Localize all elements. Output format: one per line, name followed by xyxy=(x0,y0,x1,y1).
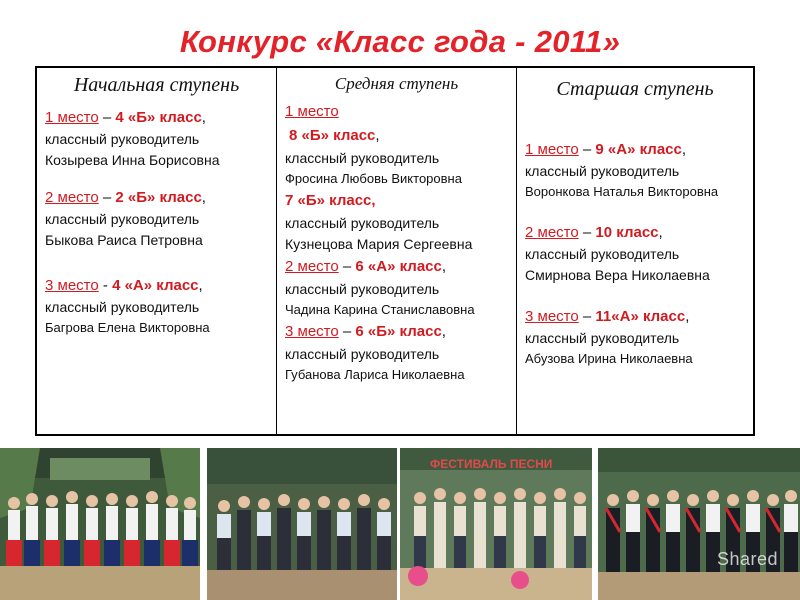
banner-text: ФЕСТИВАЛЬ ПЕСНИ xyxy=(430,457,553,471)
photo-strip xyxy=(0,448,800,600)
place-line xyxy=(45,187,268,209)
place-label: 3 место xyxy=(525,308,579,325)
place-label: 3 место xyxy=(285,323,339,340)
place-label: 2 место xyxy=(45,189,99,206)
dash: – xyxy=(578,308,596,325)
list-item xyxy=(525,139,745,202)
class-name: 4 «Б» класс xyxy=(115,109,202,126)
place-line xyxy=(525,306,745,328)
teacher-name: Воронкова Наталья Викторовна xyxy=(525,184,719,199)
stage-photo xyxy=(0,448,200,600)
photo-illustration xyxy=(0,448,200,600)
class-name: 11«А» класс xyxy=(595,308,686,325)
comma: , xyxy=(685,308,690,325)
results-table xyxy=(35,66,755,436)
column-heading: Начальная ступень xyxy=(73,74,240,96)
place-label: 2 место xyxy=(525,224,579,241)
role-label: классный руководитель xyxy=(45,299,200,315)
comma: , xyxy=(201,189,206,206)
class-name: 8 «Б» класс xyxy=(289,127,376,144)
list-item xyxy=(285,255,508,320)
teacher-name: Абузова Ирина Николаевна xyxy=(525,351,693,366)
list-item xyxy=(525,306,745,369)
list-item xyxy=(285,189,508,255)
place-label: 2 место xyxy=(285,258,339,275)
role-label: классный руководитель xyxy=(525,163,680,179)
role-label: классный руководитель xyxy=(45,211,200,227)
class-line xyxy=(285,124,508,148)
list-item xyxy=(285,320,508,385)
watermark-text: Shared xyxy=(716,549,778,569)
class-name: 10 класс xyxy=(595,224,659,241)
place-line xyxy=(45,275,268,297)
dash: - xyxy=(98,277,113,294)
place-label: 1 место xyxy=(525,141,579,158)
teacher-name: Губанова Лариса Николаевна xyxy=(285,367,465,382)
photo-illustration xyxy=(207,448,397,600)
class-name: 4 «А» класс xyxy=(112,277,199,294)
list-item xyxy=(45,107,268,171)
stage-photo xyxy=(598,448,800,600)
list-item xyxy=(45,187,268,251)
comma: , xyxy=(441,258,447,275)
comma: , xyxy=(681,141,687,158)
role-label: классный руководитель xyxy=(525,246,680,262)
comma: , xyxy=(658,224,663,241)
class-name: 9 «А» класс xyxy=(595,141,682,158)
teacher-name: Чадина Карина Станиславовна xyxy=(285,302,475,317)
column-senior xyxy=(517,68,753,434)
role-label: классный руководитель xyxy=(45,131,200,147)
dash: – xyxy=(578,224,596,241)
place-label: 1 место xyxy=(285,103,339,120)
column-primary xyxy=(37,68,277,434)
role-label: классный руководитель xyxy=(285,150,440,166)
comma: , xyxy=(441,323,446,340)
teacher-name: Фросина Любовь Викторовна xyxy=(285,171,462,186)
stage-photo xyxy=(207,448,397,600)
column-heading: Средняя ступень xyxy=(334,74,459,93)
role-label: классный руководитель xyxy=(285,346,440,362)
dash: – xyxy=(98,189,116,206)
photo-illustration xyxy=(598,448,800,600)
teacher-name: Смирнова Вера Николаевна xyxy=(525,267,710,283)
teacher-name: Багрова Елена Викторовна xyxy=(45,320,210,335)
place-label: 3 место xyxy=(45,277,99,294)
photo-illustration xyxy=(400,448,592,600)
place-line xyxy=(525,222,745,244)
place-label: 1 место xyxy=(45,109,99,126)
class-name: 2 «Б» класс xyxy=(115,189,202,206)
comma: , xyxy=(201,109,206,126)
role-label: классный руководитель xyxy=(285,281,440,297)
place-line xyxy=(525,139,745,161)
place-line xyxy=(45,107,268,129)
teacher-name: Кузнецова Мария Сергеевна xyxy=(285,236,473,252)
dash: – xyxy=(98,109,116,126)
column-middle xyxy=(277,68,517,434)
dash: – xyxy=(578,141,596,158)
role-label: классный руководитель xyxy=(525,330,680,346)
teacher-name: Козырева Инна Борисовна xyxy=(45,152,220,168)
teacher-name: Быкова Раиса Петровна xyxy=(45,232,203,248)
place-line xyxy=(285,100,508,124)
role-label: классный руководитель xyxy=(285,215,440,231)
class-name: 6 «А» класс xyxy=(355,258,442,275)
list-item xyxy=(525,222,745,286)
place-line xyxy=(285,189,508,213)
place-line xyxy=(285,255,508,279)
comma: , xyxy=(198,277,203,294)
list-item xyxy=(285,100,508,189)
dash: – xyxy=(338,258,356,275)
place-line xyxy=(285,320,508,344)
comma: , xyxy=(375,127,380,144)
column-heading: Старшая ступень xyxy=(556,78,714,100)
class-name: 7 «Б» класс, xyxy=(285,192,376,209)
page-title: Конкурс «Класс года - 2011» xyxy=(179,24,621,59)
dash: – xyxy=(338,323,356,340)
class-name: 6 «Б» класс xyxy=(355,323,442,340)
stage-photo xyxy=(400,448,592,600)
list-item xyxy=(45,275,268,338)
